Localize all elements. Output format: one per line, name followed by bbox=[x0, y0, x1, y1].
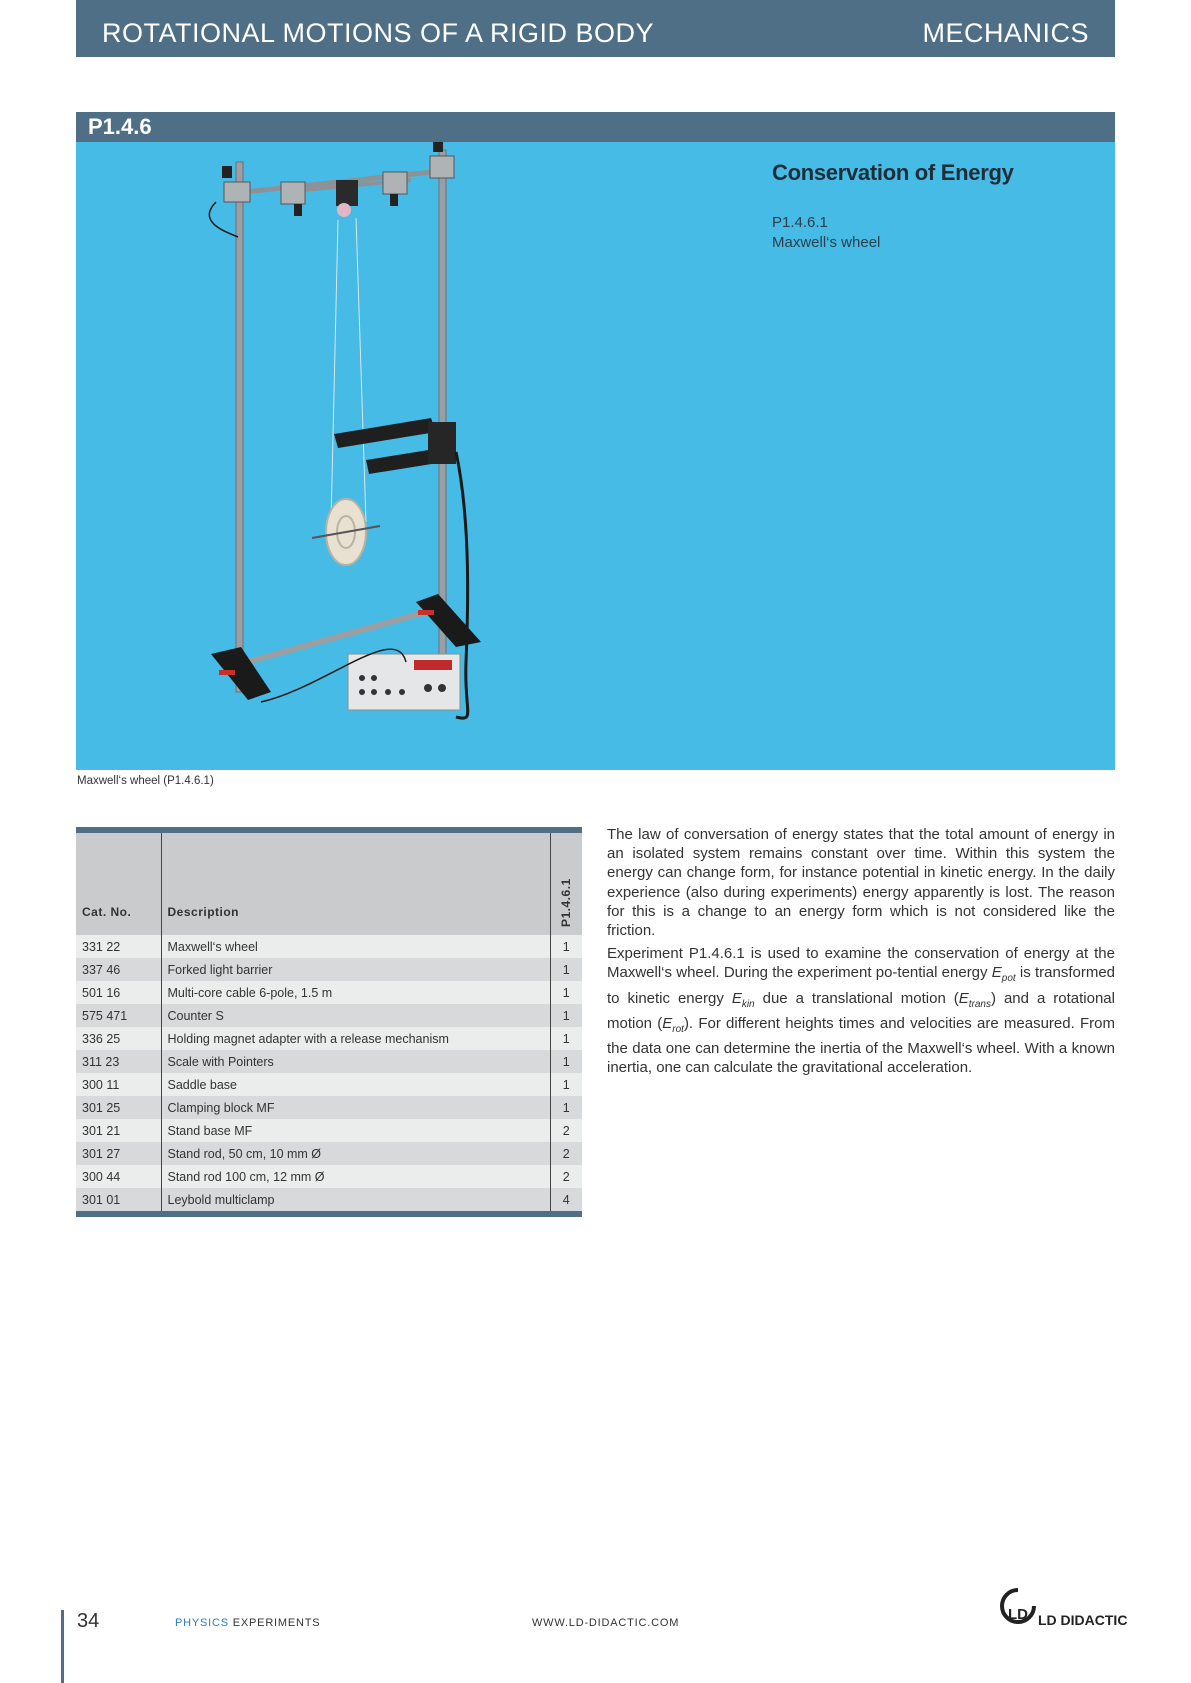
table-row bbox=[76, 1119, 582, 1142]
cell-description: Holding magnet adapter with a release mechanism bbox=[161, 1027, 550, 1050]
cell-quantity: 1 bbox=[550, 1004, 582, 1027]
section-bar bbox=[76, 112, 1115, 142]
cell-cat-no: 501 16 bbox=[76, 981, 161, 1004]
cell-description: Clamping block MF bbox=[161, 1096, 550, 1119]
apparatus-illustration bbox=[76, 142, 1115, 770]
cell-cat-no: 300 44 bbox=[76, 1165, 161, 1188]
table-row bbox=[76, 1004, 582, 1027]
cell-quantity: 2 bbox=[550, 1142, 582, 1165]
sub-pot: pot bbox=[1001, 973, 1016, 985]
cell-description: Stand rod, 50 cm, 10 mm Ø bbox=[161, 1142, 550, 1165]
cell-cat-no: 301 01 bbox=[76, 1188, 161, 1211]
equipment-table bbox=[76, 827, 582, 1217]
cell-description: Multi-core cable 6-pole, 1.5 m bbox=[161, 981, 550, 1004]
cell-quantity: 1 bbox=[550, 1073, 582, 1096]
cell-description: Scale with Pointers bbox=[161, 1050, 550, 1073]
p2-part-d: ) and a rotational motion ( bbox=[607, 989, 1115, 1032]
p2-part-e: ). For different heights times and velocities are measured. From the data one can determine the inertia of the Maxwell‘s wheel. With a known inertia, one can calculate the gravitational acceleration. bbox=[607, 1014, 1115, 1077]
cell-cat-no: 337 46 bbox=[76, 958, 161, 981]
figure-caption: Maxwell‘s wheel (P1.4.6.1) bbox=[77, 775, 214, 787]
col-header-cat-no: Cat. No. bbox=[76, 833, 161, 935]
symbol-e-kin: E bbox=[731, 989, 742, 1007]
cell-cat-no: 575 471 bbox=[76, 1004, 161, 1027]
body-text bbox=[607, 825, 1115, 1081]
logo-text: LD DIDACTIC bbox=[1038, 1612, 1128, 1628]
footer-experiments-label: EXPERIMENTS bbox=[232, 1617, 321, 1629]
cell-quantity: 1 bbox=[550, 1027, 582, 1050]
table-row bbox=[76, 958, 582, 981]
sub-kin: kin bbox=[741, 998, 755, 1010]
cell-description: Leybold multiclamp bbox=[161, 1188, 550, 1211]
table-row bbox=[76, 1073, 582, 1096]
table-row bbox=[76, 981, 582, 1004]
col-header-description: Description bbox=[161, 833, 550, 935]
symbol-e-pot: E bbox=[991, 964, 1002, 982]
cell-quantity: 2 bbox=[550, 1119, 582, 1142]
table-row bbox=[76, 1165, 582, 1188]
cell-quantity: 1 bbox=[550, 981, 582, 1004]
cell-cat-no: 311 23 bbox=[76, 1050, 161, 1073]
p2-part-b: is transformed to kinetic energy bbox=[607, 964, 1116, 1007]
table-row bbox=[76, 1096, 582, 1119]
table-row bbox=[76, 1142, 582, 1165]
logo-mark-text: LD bbox=[1008, 1606, 1028, 1623]
page-header bbox=[76, 0, 1115, 57]
symbol-e-trans: E bbox=[958, 989, 969, 1007]
experiment-title: Conservation of Energy bbox=[772, 160, 1014, 185]
experiment-name: Maxwell‘s wheel bbox=[772, 234, 881, 251]
footer-physics-label: PHYSICS bbox=[175, 1617, 229, 1629]
experiment-code: P1.4.6.1 bbox=[772, 214, 828, 231]
cell-quantity: 1 bbox=[550, 1050, 582, 1073]
paragraph-2 bbox=[607, 944, 1115, 1077]
table-row bbox=[76, 935, 582, 958]
cell-cat-no: 301 25 bbox=[76, 1096, 161, 1119]
page-number: 34 bbox=[77, 1610, 100, 1632]
ld-logo-icon bbox=[998, 1586, 1038, 1630]
cell-cat-no: 301 21 bbox=[76, 1119, 161, 1142]
col-header-experiment-label: P1.4.6.1 bbox=[558, 878, 573, 927]
cell-cat-no: 301 27 bbox=[76, 1142, 161, 1165]
table-row bbox=[76, 1050, 582, 1073]
cell-description: Stand rod 100 cm, 12 mm Ø bbox=[161, 1165, 550, 1188]
hero-panel bbox=[76, 142, 1115, 770]
header-topic: ROTATIONAL MOTIONS OF A RIGID BODY bbox=[102, 18, 655, 48]
equipment-list bbox=[76, 833, 582, 1211]
paragraph-1: The law of conversation of energy states that the total amount of energy in an isolated system remains constant over time. Within this system the energy can change form, for instance potential in kinetic energy. In the daily experience (also during experiments) energy apparently is lost. The reason for this is a change to an energy form which is not considered like the friction. bbox=[607, 826, 1115, 940]
cell-description: Maxwell‘s wheel bbox=[161, 935, 550, 958]
table-row bbox=[76, 1027, 582, 1050]
cell-quantity: 2 bbox=[550, 1165, 582, 1188]
table-row bbox=[76, 1188, 582, 1211]
section-code: P1.4.6 bbox=[88, 114, 152, 139]
symbol-e-rot: E bbox=[662, 1014, 673, 1032]
cell-description: Counter S bbox=[161, 1004, 550, 1027]
sub-trans: trans bbox=[968, 998, 991, 1010]
sub-rot: rot bbox=[672, 1023, 684, 1035]
header-category: MECHANICS bbox=[922, 18, 1089, 48]
cell-description: Stand base MF bbox=[161, 1119, 550, 1142]
footer-accent-line bbox=[61, 1610, 64, 1683]
footer-series bbox=[175, 1617, 320, 1629]
cell-quantity: 4 bbox=[550, 1188, 582, 1211]
cell-description: Saddle base bbox=[161, 1073, 550, 1096]
p2-part-c: due a translational motion ( bbox=[754, 989, 959, 1007]
cell-quantity: 1 bbox=[550, 935, 582, 958]
footer-url: WWW.LD-DIDACTIC.COM bbox=[532, 1617, 680, 1629]
cell-cat-no: 331 22 bbox=[76, 935, 161, 958]
cell-quantity: 1 bbox=[550, 958, 582, 981]
col-header-experiment bbox=[550, 833, 582, 935]
cell-quantity: 1 bbox=[550, 1096, 582, 1119]
table-bottom-rule bbox=[76, 1211, 582, 1217]
cell-description: Forked light barrier bbox=[161, 958, 550, 981]
cell-cat-no: 336 25 bbox=[76, 1027, 161, 1050]
p2-part-a: Experiment P1.4.6.1 is used to examine the conservation of energy at the Maxwell‘s wheel. During the experiment po-tential energy bbox=[607, 945, 1115, 982]
ld-didactic-logo bbox=[998, 1586, 1128, 1630]
cell-cat-no: 300 11 bbox=[76, 1073, 161, 1096]
